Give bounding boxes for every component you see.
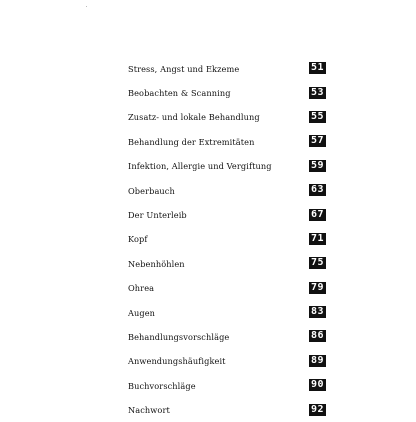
toc-entry-page-number: 79	[310, 281, 325, 293]
toc-entry-title: Stress, Angst und Ekzeme	[128, 63, 240, 74]
toc-entry-page-number: 86	[310, 330, 325, 342]
toc-entry[interactable]	[128, 202, 326, 226]
toc-entry-page-number: 51	[310, 62, 325, 74]
toc-entry-page-number: 92	[310, 403, 325, 415]
toc-entry-title: Anwendungshäufigkeit	[128, 356, 226, 367]
toc-entry-title: Augen	[128, 307, 156, 318]
toc-entry-page-number: 90	[310, 379, 325, 391]
toc-entry-title: Buchvorschläge	[128, 380, 196, 391]
toc-entry-title: Kopf	[128, 234, 148, 245]
toc-entry[interactable]	[128, 300, 326, 324]
toc-entry[interactable]	[128, 154, 326, 178]
toc-entry[interactable]	[128, 129, 326, 153]
toc-entry-page-number: 83	[310, 306, 325, 318]
toc-entry-page-number: 57	[310, 135, 325, 147]
toc-entry-title: Oberbauch	[128, 185, 175, 196]
toc-entry-title: Nachwort	[128, 405, 170, 416]
toc-entry-page-number: 59	[310, 159, 325, 171]
toc-entry-title: Beobachten & Scanning	[128, 87, 231, 98]
toc-entry-page-number: 55	[310, 110, 325, 122]
toc-entry-page-number: 63	[310, 184, 325, 196]
toc-entry[interactable]	[128, 373, 326, 397]
toc-entry-page-number: 75	[310, 257, 325, 269]
toc-entry[interactable]	[128, 324, 326, 348]
toc-entry[interactable]	[128, 349, 326, 373]
toc-entry-title: Infektion, Allergie und Vergiftung	[128, 161, 272, 172]
toc-entry-title: Behandlung der Extremitäten	[128, 136, 255, 147]
table-of-contents	[128, 56, 326, 422]
toc-entry[interactable]	[128, 105, 326, 129]
toc-entry-page-number: 53	[310, 86, 325, 98]
toc-entry[interactable]	[128, 251, 326, 275]
toc-entry-title: Behandlungsvorschläge	[128, 331, 230, 342]
toc-entry[interactable]	[128, 56, 326, 80]
toc-entry-page-number: 71	[310, 232, 325, 244]
toc-entry-title: Nebenhöhlen	[128, 258, 185, 269]
toc-entry-title: Zusatz- und lokale Behandlung	[128, 112, 260, 123]
toc-entry[interactable]	[128, 397, 326, 421]
toc-entry[interactable]	[128, 80, 326, 104]
toc-entry[interactable]	[128, 178, 326, 202]
toc-entry-page-number: 67	[310, 208, 325, 220]
toc-entry-page-number: 89	[310, 354, 325, 366]
toc-entry[interactable]	[128, 276, 326, 300]
scan-speck	[86, 6, 87, 7]
toc-entry-title: Ohrea	[128, 283, 155, 294]
toc-entry-title: Der Unterleib	[128, 209, 187, 220]
toc-entry[interactable]	[128, 227, 326, 251]
